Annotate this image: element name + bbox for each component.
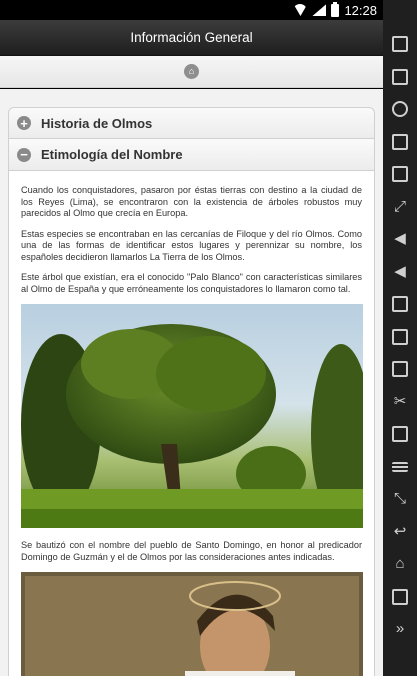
camera-icon <box>392 166 408 182</box>
navbar <box>0 56 383 88</box>
screenshot-button[interactable] <box>383 321 417 354</box>
status-time: 12:28 <box>344 2 377 18</box>
minus-icon: − <box>17 148 31 162</box>
recent-apps-button[interactable] <box>383 581 417 614</box>
signal-icon <box>312 4 326 16</box>
location-icon <box>392 101 408 117</box>
home-icon: ⌂ <box>395 555 405 573</box>
device-nav-rail <box>383 0 417 676</box>
header-bar <box>0 20 383 56</box>
saint-painting <box>21 572 363 676</box>
section-etimologia-del-nombre[interactable] <box>8 139 375 171</box>
vibrate-button[interactable] <box>383 28 417 61</box>
main-content <box>0 89 383 676</box>
apk-icon <box>392 361 408 377</box>
volume-up-button[interactable] <box>383 223 417 256</box>
status-bar <box>0 0 383 20</box>
paragraph: Este árbol que existían, era el conocido "Palo Blanco" con características similares al Olmo de España y que erróneamente los conquistadores lo llamaron como tal. <box>21 272 362 294</box>
section-label: Historia de Olmos <box>41 115 153 131</box>
folder-button[interactable] <box>383 288 417 321</box>
home-icon: ⌂ <box>188 66 195 76</box>
apk-button[interactable] <box>383 353 417 386</box>
tree-photo <box>21 304 363 528</box>
resize-icon: ⤡ <box>393 490 406 508</box>
fullscreen-button[interactable] <box>383 191 417 224</box>
paragraph: Estas especies se encontraban en las cercanías de Filoque y del río Olmos. Como una de las formas de identificar estos lugares y perennizar su nombre, los españoles decidieron llamarlos La Tierra de los Olmos. <box>21 228 362 262</box>
resize-button[interactable] <box>383 483 417 516</box>
paragraph: Se bautizó con el nombre del pueblo de Santo Domingo, en honor al predicador Domingo de Guzmán y el de Olmos por las consideraciones antes indicadas. <box>21 540 362 562</box>
vibrate-icon <box>392 36 408 52</box>
copy-button[interactable] <box>383 418 417 451</box>
keyboard-icon <box>392 69 408 85</box>
back-icon: ↩ <box>393 522 407 540</box>
section-label: Etimología del Nombre <box>41 147 183 162</box>
home-button[interactable] <box>184 64 199 79</box>
menu-button[interactable] <box>383 451 417 484</box>
keyboard-button[interactable] <box>383 61 417 94</box>
fullscreen-icon: ⤢ <box>393 197 406 215</box>
section-historia-de-olmos[interactable] <box>8 107 375 139</box>
page-title: Información General <box>130 30 253 45</box>
screen-icon <box>392 134 408 150</box>
section-panel <box>8 171 375 676</box>
scissors-icon: ✂ <box>393 392 407 410</box>
screen-button[interactable] <box>383 126 417 159</box>
volume-down-icon: ◀ <box>394 262 406 280</box>
more-button[interactable] <box>383 613 417 646</box>
menu-icon <box>392 462 408 472</box>
paragraph: Cuando los conquistadores, pasaron por éstas tierras con destino a la ciudad de los Reyes (Lima), se encontraron con la existencia de árboles robustos muy parecidos al Olmo que crecía en Europa. <box>21 185 362 218</box>
location-button[interactable] <box>383 93 417 126</box>
copy-icon <box>392 426 408 442</box>
more-icon: » <box>395 620 405 638</box>
scissors-button[interactable] <box>383 386 417 419</box>
back-button[interactable] <box>383 516 417 549</box>
battery-icon <box>331 4 339 17</box>
recent-apps-icon <box>392 589 408 605</box>
home-nav-button[interactable] <box>383 548 417 581</box>
wifi-icon <box>293 4 307 16</box>
screenshot-icon <box>392 329 408 345</box>
volume-up-icon: ◀ <box>394 230 406 248</box>
plus-icon: + <box>17 116 31 130</box>
camera-button[interactable] <box>383 158 417 191</box>
volume-down-button[interactable] <box>383 256 417 289</box>
folder-icon <box>392 296 408 312</box>
